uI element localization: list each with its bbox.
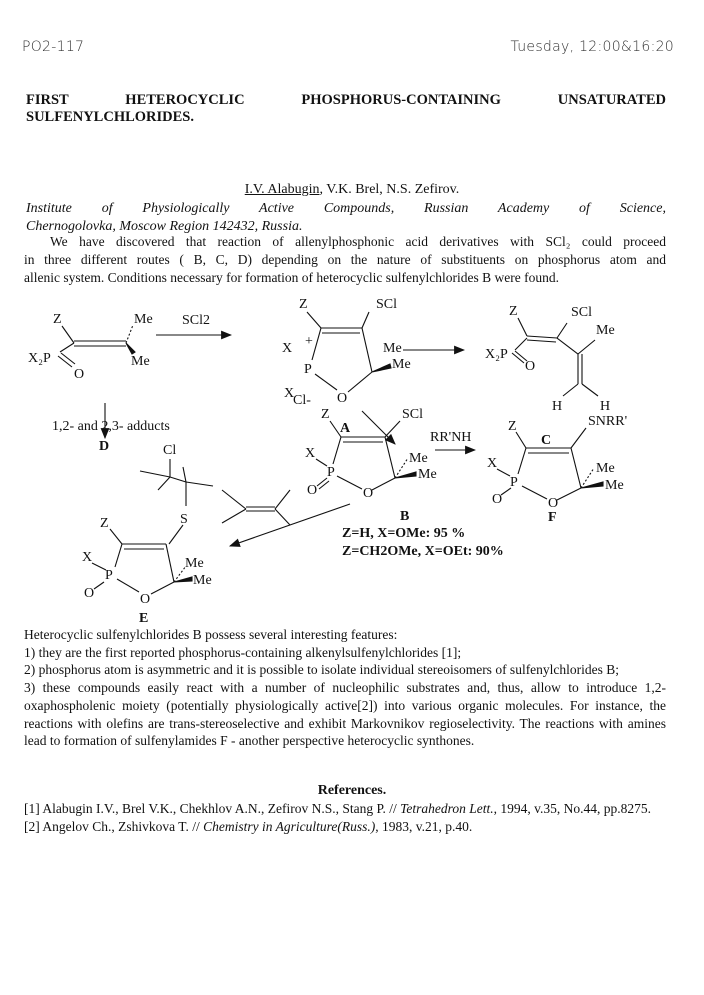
yield-line: Z=H, X=OMe: 95 % [342,526,466,541]
atom-label: X [282,341,293,356]
atom-label: X [305,446,316,461]
olefin-reagent [222,490,290,525]
bond-line [362,328,372,372]
bond-line [563,384,578,396]
yield-line: Z=CH2OMe, X=OEt: 90% [342,544,504,559]
bond-line [571,448,581,488]
atom-label: X [284,386,295,401]
bond-line [557,488,581,500]
bond-line [527,340,556,342]
bond-line [110,529,122,544]
bond-line [186,482,213,486]
ref-journal: Chemistry in Agriculture(Russ.) [203,819,376,834]
atom-label: O [84,586,95,601]
atom-label: Me [596,323,615,338]
atom-label: X [82,550,93,565]
intro-line: allenic system. Conditions necessary for formation of heterocyclic sulfenylchlorides B were found. [24,270,559,285]
compound-B [305,407,437,501]
compound-label-B: B [400,509,410,524]
bond-line [582,384,598,396]
atom-label: Me [605,478,624,493]
feature-item: 1) they are the first reported phosphorus-containing alkenylsulfenylchlorides [1]; [24,644,462,660]
atom-label: O [492,492,503,507]
compound-label-E: E [139,611,149,626]
bond-line [372,364,391,372]
bond-line [518,318,527,336]
bond-line [275,490,290,509]
atom-label: Me [185,556,204,571]
atom-label: Me [134,312,153,327]
atom-label: O [140,592,151,607]
bond-line [58,356,72,367]
reference-1 [24,800,666,818]
co-authors: , V.K. Brel, N.S. Zefirov. [319,182,460,197]
bond-line [518,448,526,474]
allene-starting-material [28,312,153,382]
presenting-author: I.V. Alabugin [244,182,320,197]
bond-line [557,323,567,338]
bond-line [170,477,186,482]
features-intro: Heterocyclic sulfenylchlorides B possess several interesting features: [24,627,398,642]
atom-label: Z [508,419,517,434]
bond-line [512,353,524,363]
bond-line [126,325,133,343]
bond-line [581,482,603,488]
atom-label: P [304,362,312,377]
bond-line [571,428,586,448]
bond-line [333,437,341,464]
atom-label: Me [193,573,212,588]
bond-line [222,490,246,509]
bond-line [516,432,526,448]
ref-authors: [2] Angelov Ch., Zshivkova T. // [24,819,204,834]
session-time: Tuesday, 12:00&16:20 [510,39,674,55]
atom-label: Me [418,467,437,482]
compound-A [282,297,411,408]
adducts-label: 1,2- and 2,3- adducts [52,419,170,434]
references-heading: References. [317,783,387,798]
bond-line [337,476,362,489]
atom-label: P [105,568,113,583]
title-word: PHOSPHORUS-CONTAINING [301,92,501,108]
title-word: HETEROCYCLIC [125,92,245,108]
atom-label: Me [383,341,402,356]
bond-line [362,312,369,328]
bond-line [275,509,290,525]
bond-line [61,353,75,364]
bond-line [497,469,510,476]
bond-line [557,338,578,354]
bond-line [151,582,174,594]
atom-label: H [600,399,611,414]
bond-line [60,343,74,352]
atom-label: SCl [571,305,593,320]
bond-line [515,338,527,350]
arrow-B-to-E [230,504,350,546]
atom-label: O [525,359,536,374]
atom-label: Z [100,516,109,531]
bond-line [527,336,557,338]
bond-line [62,326,74,343]
atom-label: X [487,456,498,471]
compound-label-D: D [99,439,110,454]
atom-label: H [552,399,563,414]
atom-label: X₂P [485,347,508,362]
bond-line [385,421,400,437]
bond-line [315,374,337,390]
atom-label: O [548,496,559,511]
atom-label: SNRR' [588,414,628,429]
atom-label: Z [321,407,330,422]
feature-item: 2) phosphorus atom is asymmetric and it is possible to isolate individual stereoisomers of sulfenylchlorides B; [24,662,620,678]
intro-line: We have discovered that reaction of allenylphosphonic acid derivatives with SCl₂ could proceed [50,234,666,249]
atom-label: P [327,465,335,480]
affiliation-line-1: Institute of Physiologically Active Compounds, Russian Academy of Science, [26,201,666,216]
bond-line [183,467,186,482]
atom-label: O [363,486,374,501]
atom-label: Z [53,312,62,327]
atom-label: Z [299,297,308,312]
bond-line [522,486,547,499]
title-line-2: SULFENYLCHLORIDES. [26,109,194,125]
feature-item: 3) these compounds easily react with a number of nucleophilic substrates and, thus, allow to introduce 1,2-oxaphospholenic moiety (potentially physiologically active[2]) into various organic molecules. For instance, the reactions with olefins are trans-stereoselective and exhibit Markovnikov regioselectivity. The reactions with amines lead to formation of sulfenylamides F - another perspective heterocyclic synthones. [24,680,666,749]
reagent-scl2: SCl2 [182,313,211,328]
atom-label: Me [596,461,615,476]
atom-label: SCl [376,297,398,312]
bond-line [319,481,329,489]
compound-label-A: A [340,421,351,436]
compound-label-C: C [541,433,552,448]
bond-line [307,312,321,328]
features-section [24,626,666,750]
bond-line [312,328,321,360]
bond-line [126,343,135,354]
intro-line: in three different routes ( B, C, D) depending on the nature of substituents on phosphorus atom and [24,252,666,267]
ref-details: , 1983, v.21, p.40. [375,819,473,834]
bond-line [117,579,139,592]
ref-authors: [1] Alabugin I.V., Brel V.K., Chekhlov A.N., Zefirov N.S., Stang P. // [24,801,401,816]
atom-label: X₂P [28,351,51,366]
atom-label: P [510,475,518,490]
atom-label: Z [509,304,518,319]
bond-line [115,544,122,567]
atom-label: S [180,512,188,527]
bond-line [348,372,372,392]
bond-line [92,563,106,570]
bond-line [166,544,174,582]
affiliation-line-2: Chernogolovka, Moscow Region 142432, Russia. [26,219,303,234]
atom-label: + [305,334,313,349]
arrow-A-to-B [362,411,395,444]
title-word: UNSATURATED [557,92,666,108]
bond-line [94,582,104,589]
atom-label: Me [131,354,150,369]
bond-line [317,478,327,486]
bond-line [316,459,327,466]
atom-label: O [337,391,348,406]
atom-label: Cl [163,443,177,458]
bond-line [501,488,511,495]
bond-line [372,478,395,490]
compound-E [82,443,213,607]
atom-label: SCl [402,407,424,422]
abstract-code: PO2-117 [22,39,85,55]
bond-line [169,525,183,544]
atom-label: Cl- [293,393,311,408]
bond-line [158,477,170,490]
references-list [24,800,666,836]
bond-line [222,509,246,523]
bond-line [140,471,170,477]
atom-label: Me [409,451,428,466]
bond-line [515,351,527,361]
ref-journal: Tetrahedron Lett. [400,801,494,816]
atom-label: O [74,367,85,382]
ref-details: , 1994, v.35, No.44, pp.8275. [493,801,652,816]
atom-label: Me [392,357,411,372]
compound-F [487,414,627,525]
compound-label-F: F [548,510,557,525]
atom-label: O [307,483,318,498]
reference-2 [24,818,666,836]
title-word: FIRST [26,92,69,108]
bond-line [578,340,595,354]
reagent-amine: RR'NH [430,430,472,445]
